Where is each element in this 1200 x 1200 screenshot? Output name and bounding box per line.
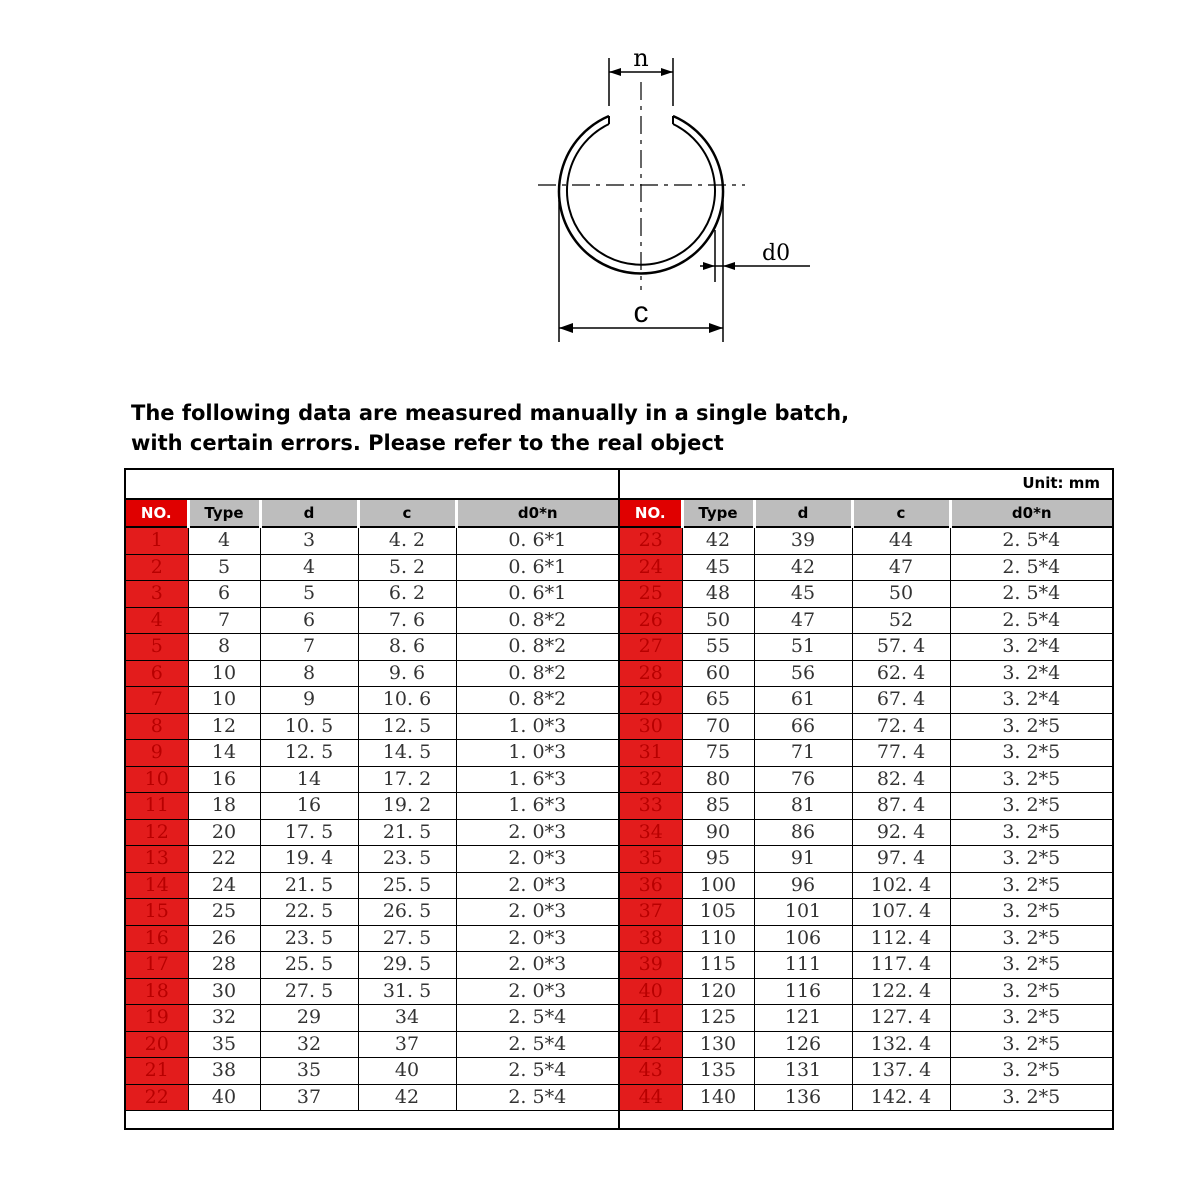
- cell-no: 4: [126, 607, 188, 634]
- cell-c: 122. 4: [852, 978, 950, 1005]
- table-row: [620, 554, 1112, 581]
- cell-c: 127. 4: [852, 1005, 950, 1032]
- cell-d0n: 3. 2*5: [950, 766, 1112, 793]
- cell-c: 23. 5: [358, 846, 456, 873]
- cell-no: 16: [126, 925, 188, 952]
- cell-type: 18: [188, 793, 260, 820]
- table-row: [620, 581, 1112, 608]
- cell-no: 35: [620, 846, 682, 873]
- cell-d0n: 0. 8*2: [456, 687, 618, 714]
- cell-d0n: 2. 5*4: [456, 1005, 618, 1032]
- table-row: [620, 819, 1112, 846]
- unit-label: Unit: mm: [1022, 474, 1100, 492]
- cell-d: 136: [754, 1084, 852, 1111]
- table-row: [620, 925, 1112, 952]
- cell-d0n: 3. 2*5: [950, 846, 1112, 873]
- cell-no: 28: [620, 660, 682, 687]
- cell-c: 47: [852, 554, 950, 581]
- cell-type: 7: [188, 607, 260, 634]
- cell-no: 43: [620, 1058, 682, 1085]
- cell-c: 42: [358, 1084, 456, 1111]
- cell-type: 100: [682, 872, 754, 899]
- table-row: [620, 1058, 1112, 1085]
- table-row: [126, 1005, 618, 1032]
- label-n: n: [633, 44, 649, 72]
- cell-c: 26. 5: [358, 899, 456, 926]
- cell-d: 71: [754, 740, 852, 767]
- table-row: [620, 1031, 1112, 1058]
- column-header-d: d: [754, 500, 852, 527]
- cell-type: 115: [682, 952, 754, 979]
- cell-d0n: 3. 2*5: [950, 713, 1112, 740]
- cell-d: 9: [260, 687, 358, 714]
- size-table-right-grid: [620, 500, 1112, 1111]
- cell-d: 3: [260, 527, 358, 554]
- cell-no: 2: [126, 554, 188, 581]
- cell-c: 137. 4: [852, 1058, 950, 1085]
- cell-type: 48: [682, 581, 754, 608]
- cell-c: 117. 4: [852, 952, 950, 979]
- cell-type: 130: [682, 1031, 754, 1058]
- cell-type: 140: [682, 1084, 754, 1111]
- cell-type: 16: [188, 766, 260, 793]
- table-row: [620, 527, 1112, 554]
- cell-c: 72. 4: [852, 713, 950, 740]
- cell-d: 81: [754, 793, 852, 820]
- disclaimer-note: [131, 398, 1031, 458]
- cell-d: 76: [754, 766, 852, 793]
- cell-no: 14: [126, 872, 188, 899]
- cell-d0n: 0. 6*1: [456, 581, 618, 608]
- cell-c: 19. 2: [358, 793, 456, 820]
- cell-no: 44: [620, 1084, 682, 1111]
- cell-type: 26: [188, 925, 260, 952]
- cell-c: 27. 5: [358, 925, 456, 952]
- cell-d: 66: [754, 713, 852, 740]
- table-row: [126, 1031, 618, 1058]
- cell-d0n: 2. 5*4: [950, 607, 1112, 634]
- cell-c: 92. 4: [852, 819, 950, 846]
- cell-no: 41: [620, 1005, 682, 1032]
- cell-no: 10: [126, 766, 188, 793]
- cell-type: 95: [682, 846, 754, 873]
- label-c: c: [633, 296, 649, 329]
- cell-d0n: 0. 6*1: [456, 527, 618, 554]
- cell-type: 105: [682, 899, 754, 926]
- size-table-left-grid: [126, 500, 618, 1111]
- cell-c: 5. 2: [358, 554, 456, 581]
- cell-c: 67. 4: [852, 687, 950, 714]
- cell-c: 40: [358, 1058, 456, 1085]
- column-header-d0n: d0*n: [456, 500, 618, 527]
- cell-d0n: 2. 5*4: [456, 1031, 618, 1058]
- cell-d: 12. 5: [260, 740, 358, 767]
- cell-no: 26: [620, 607, 682, 634]
- cell-c: 102. 4: [852, 872, 950, 899]
- cell-d0n: 0. 8*2: [456, 660, 618, 687]
- cell-type: 5: [188, 554, 260, 581]
- cell-d: 10. 5: [260, 713, 358, 740]
- cell-d0n: 3. 2*5: [950, 1058, 1112, 1085]
- cell-type: 24: [188, 872, 260, 899]
- cell-d: 121: [754, 1005, 852, 1032]
- cell-type: 8: [188, 634, 260, 661]
- cell-type: 42: [682, 527, 754, 554]
- table-row: [126, 899, 618, 926]
- column-header-c: c: [852, 500, 950, 527]
- cell-type: 38: [188, 1058, 260, 1085]
- table-row: [620, 978, 1112, 1005]
- column-header-d: d: [260, 500, 358, 527]
- table-row: [126, 1058, 618, 1085]
- cell-no: 27: [620, 634, 682, 661]
- cell-c: 132. 4: [852, 1031, 950, 1058]
- cell-type: 10: [188, 660, 260, 687]
- cell-d0n: 0. 8*2: [456, 607, 618, 634]
- cell-c: 9. 6: [358, 660, 456, 687]
- cell-type: 30: [188, 978, 260, 1005]
- cell-type: 40: [188, 1084, 260, 1111]
- cell-type: 50: [682, 607, 754, 634]
- cell-d0n: 3. 2*5: [950, 819, 1112, 846]
- cell-d: 96: [754, 872, 852, 899]
- cell-type: 70: [682, 713, 754, 740]
- table-row: [620, 1005, 1112, 1032]
- table-row: [126, 952, 618, 979]
- cell-d0n: 0. 6*1: [456, 554, 618, 581]
- cell-d0n: 1. 6*3: [456, 793, 618, 820]
- cell-d0n: 3. 2*5: [950, 1084, 1112, 1111]
- cell-d0n: 3. 2*5: [950, 978, 1112, 1005]
- cell-d: 35: [260, 1058, 358, 1085]
- cell-type: 14: [188, 740, 260, 767]
- cell-no: 9: [126, 740, 188, 767]
- cell-d: 131: [754, 1058, 852, 1085]
- cell-no: 7: [126, 687, 188, 714]
- table-row: [620, 766, 1112, 793]
- cell-no: 39: [620, 952, 682, 979]
- cell-type: 22: [188, 846, 260, 873]
- table-row: [620, 872, 1112, 899]
- cell-d0n: 2. 0*3: [456, 819, 618, 846]
- cell-c: 8. 6: [358, 634, 456, 661]
- cell-d: 22. 5: [260, 899, 358, 926]
- cell-d: 91: [754, 846, 852, 873]
- cell-d0n: 3. 2*5: [950, 1031, 1112, 1058]
- table-row: [620, 846, 1112, 873]
- cell-no: 29: [620, 687, 682, 714]
- cell-no: 5: [126, 634, 188, 661]
- cell-d: 126: [754, 1031, 852, 1058]
- cell-type: 12: [188, 713, 260, 740]
- cell-d: 27. 5: [260, 978, 358, 1005]
- cell-d: 17. 5: [260, 819, 358, 846]
- table-row: [126, 740, 618, 767]
- size-table-left: [124, 468, 620, 1130]
- cell-d: 8: [260, 660, 358, 687]
- cell-type: 28: [188, 952, 260, 979]
- cell-d: 86: [754, 819, 852, 846]
- table-row: [126, 527, 618, 554]
- note-line-2: with certain errors. Please refer to the real object: [131, 431, 724, 455]
- cell-c: 50: [852, 581, 950, 608]
- table-row: [126, 872, 618, 899]
- ring-dimension-diagram: [0, 0, 1200, 380]
- unit-bar-right: [620, 470, 1112, 500]
- cell-no: 8: [126, 713, 188, 740]
- cell-d: 21. 5: [260, 872, 358, 899]
- cell-d0n: 2. 0*3: [456, 952, 618, 979]
- cell-no: 25: [620, 581, 682, 608]
- cell-c: 52: [852, 607, 950, 634]
- cell-c: 14. 5: [358, 740, 456, 767]
- cell-no: 12: [126, 819, 188, 846]
- cell-c: 25. 5: [358, 872, 456, 899]
- size-table-right: [618, 468, 1114, 1130]
- cell-type: 35: [188, 1031, 260, 1058]
- cell-no: 11: [126, 793, 188, 820]
- cell-no: 3: [126, 581, 188, 608]
- cell-d: 37: [260, 1084, 358, 1111]
- cell-d0n: 2. 5*4: [456, 1084, 618, 1111]
- cell-d0n: 3. 2*5: [950, 925, 1112, 952]
- cell-c: 17. 2: [358, 766, 456, 793]
- cell-d0n: 2. 5*4: [950, 554, 1112, 581]
- cell-d: 29: [260, 1005, 358, 1032]
- cell-d: 61: [754, 687, 852, 714]
- cell-c: 29. 5: [358, 952, 456, 979]
- cell-d0n: 2. 5*4: [950, 527, 1112, 554]
- cell-d0n: 3. 2*5: [950, 899, 1112, 926]
- cell-d0n: 3. 2*4: [950, 634, 1112, 661]
- cell-d0n: 1. 6*3: [456, 766, 618, 793]
- table-row: [126, 607, 618, 634]
- column-header-c: c: [358, 500, 456, 527]
- table-row: [620, 634, 1112, 661]
- cell-type: 10: [188, 687, 260, 714]
- cell-no: 1: [126, 527, 188, 554]
- table-row: [620, 607, 1112, 634]
- cell-no: 36: [620, 872, 682, 899]
- table-row: [126, 581, 618, 608]
- column-header-no: NO.: [126, 500, 188, 527]
- cell-d0n: 2. 0*3: [456, 846, 618, 873]
- cell-type: 20: [188, 819, 260, 846]
- cell-no: 21: [126, 1058, 188, 1085]
- table-row: [620, 899, 1112, 926]
- cell-c: 21. 5: [358, 819, 456, 846]
- cell-c: 37: [358, 1031, 456, 1058]
- table-row: [126, 713, 618, 740]
- cell-d: 39: [754, 527, 852, 554]
- table-row: [620, 713, 1112, 740]
- cell-c: 4. 2: [358, 527, 456, 554]
- column-header-d0n: d0*n: [950, 500, 1112, 527]
- cell-no: 18: [126, 978, 188, 1005]
- cell-d: 56: [754, 660, 852, 687]
- cell-d: 7: [260, 634, 358, 661]
- cell-type: 65: [682, 687, 754, 714]
- table-row: [126, 554, 618, 581]
- cell-no: 20: [126, 1031, 188, 1058]
- column-header-no: NO.: [620, 500, 682, 527]
- cell-c: 107. 4: [852, 899, 950, 926]
- cell-c: 57. 4: [852, 634, 950, 661]
- table-row: [126, 819, 618, 846]
- cell-c: 77. 4: [852, 740, 950, 767]
- table-row: [126, 660, 618, 687]
- cell-d: 106: [754, 925, 852, 952]
- table-row: [126, 1084, 618, 1111]
- table-row: [620, 687, 1112, 714]
- cell-no: 24: [620, 554, 682, 581]
- cell-no: 22: [126, 1084, 188, 1111]
- table-row: [126, 978, 618, 1005]
- table-row: [126, 687, 618, 714]
- cell-d: 14: [260, 766, 358, 793]
- cell-d: 23. 5: [260, 925, 358, 952]
- cell-c: 82. 4: [852, 766, 950, 793]
- cell-d: 4: [260, 554, 358, 581]
- cell-d: 16: [260, 793, 358, 820]
- cell-type: 90: [682, 819, 754, 846]
- cell-no: 33: [620, 793, 682, 820]
- cell-d: 47: [754, 607, 852, 634]
- cell-c: 34: [358, 1005, 456, 1032]
- cell-type: 6: [188, 581, 260, 608]
- table-row: [126, 766, 618, 793]
- table-row: [620, 1084, 1112, 1111]
- table-row: [126, 634, 618, 661]
- cell-type: 110: [682, 925, 754, 952]
- cell-d0n: 3. 2*4: [950, 660, 1112, 687]
- table-row: [620, 660, 1112, 687]
- cell-no: 23: [620, 527, 682, 554]
- table-row: [620, 793, 1112, 820]
- cell-type: 125: [682, 1005, 754, 1032]
- cell-d: 25. 5: [260, 952, 358, 979]
- cell-no: 32: [620, 766, 682, 793]
- cell-no: 31: [620, 740, 682, 767]
- cell-no: 30: [620, 713, 682, 740]
- cell-type: 85: [682, 793, 754, 820]
- cell-type: 120: [682, 978, 754, 1005]
- cell-d0n: 3. 2*5: [950, 952, 1112, 979]
- unit-bar-left: [126, 470, 618, 500]
- cell-d0n: 1. 0*3: [456, 713, 618, 740]
- cell-type: 55: [682, 634, 754, 661]
- cell-d0n: 2. 5*4: [950, 581, 1112, 608]
- note-line-1: The following data are measured manually in a single batch,: [131, 401, 850, 425]
- cell-d0n: 2. 5*4: [456, 1058, 618, 1085]
- cell-d: 19. 4: [260, 846, 358, 873]
- cell-type: 25: [188, 899, 260, 926]
- cell-c: 112. 4: [852, 925, 950, 952]
- cell-no: 6: [126, 660, 188, 687]
- cell-c: 97. 4: [852, 846, 950, 873]
- cell-type: 32: [188, 1005, 260, 1032]
- cell-c: 10. 6: [358, 687, 456, 714]
- cell-d0n: 3. 2*5: [950, 872, 1112, 899]
- cell-type: 75: [682, 740, 754, 767]
- cell-d: 5: [260, 581, 358, 608]
- cell-d: 111: [754, 952, 852, 979]
- cell-d: 32: [260, 1031, 358, 1058]
- cell-d: 101: [754, 899, 852, 926]
- cell-no: 42: [620, 1031, 682, 1058]
- cell-type: 45: [682, 554, 754, 581]
- cell-c: 7. 6: [358, 607, 456, 634]
- cell-d: 45: [754, 581, 852, 608]
- cell-c: 142. 4: [852, 1084, 950, 1111]
- cell-d0n: 3. 2*5: [950, 740, 1112, 767]
- cell-d: 6: [260, 607, 358, 634]
- column-header-type: Type: [188, 500, 260, 527]
- cell-c: 62. 4: [852, 660, 950, 687]
- cell-d: 51: [754, 634, 852, 661]
- cell-no: 38: [620, 925, 682, 952]
- cell-type: 135: [682, 1058, 754, 1085]
- cell-d0n: 2. 0*3: [456, 872, 618, 899]
- cell-d0n: 2. 0*3: [456, 899, 618, 926]
- cell-c: 12. 5: [358, 713, 456, 740]
- cell-no: 17: [126, 952, 188, 979]
- cell-d: 42: [754, 554, 852, 581]
- cell-d0n: 2. 0*3: [456, 978, 618, 1005]
- cell-c: 31. 5: [358, 978, 456, 1005]
- cell-no: 13: [126, 846, 188, 873]
- cell-d0n: 3. 2*5: [950, 1005, 1112, 1032]
- cell-no: 19: [126, 1005, 188, 1032]
- column-header-type: Type: [682, 500, 754, 527]
- cell-no: 40: [620, 978, 682, 1005]
- table-row: [126, 925, 618, 952]
- table-row: [126, 846, 618, 873]
- cell-type: 4: [188, 527, 260, 554]
- cell-type: 80: [682, 766, 754, 793]
- label-d0: d0: [762, 241, 791, 266]
- cell-type: 60: [682, 660, 754, 687]
- table-row: [126, 793, 618, 820]
- cell-c: 44: [852, 527, 950, 554]
- table-row: [620, 952, 1112, 979]
- cell-d: 116: [754, 978, 852, 1005]
- cell-no: 37: [620, 899, 682, 926]
- cell-d0n: 0. 8*2: [456, 634, 618, 661]
- cell-c: 87. 4: [852, 793, 950, 820]
- cell-no: 34: [620, 819, 682, 846]
- cell-d0n: 1. 0*3: [456, 740, 618, 767]
- cell-d0n: 2. 0*3: [456, 925, 618, 952]
- cell-no: 15: [126, 899, 188, 926]
- cell-c: 6. 2: [358, 581, 456, 608]
- cell-d0n: 3. 2*4: [950, 687, 1112, 714]
- table-row: [620, 740, 1112, 767]
- cell-d0n: 3. 2*5: [950, 793, 1112, 820]
